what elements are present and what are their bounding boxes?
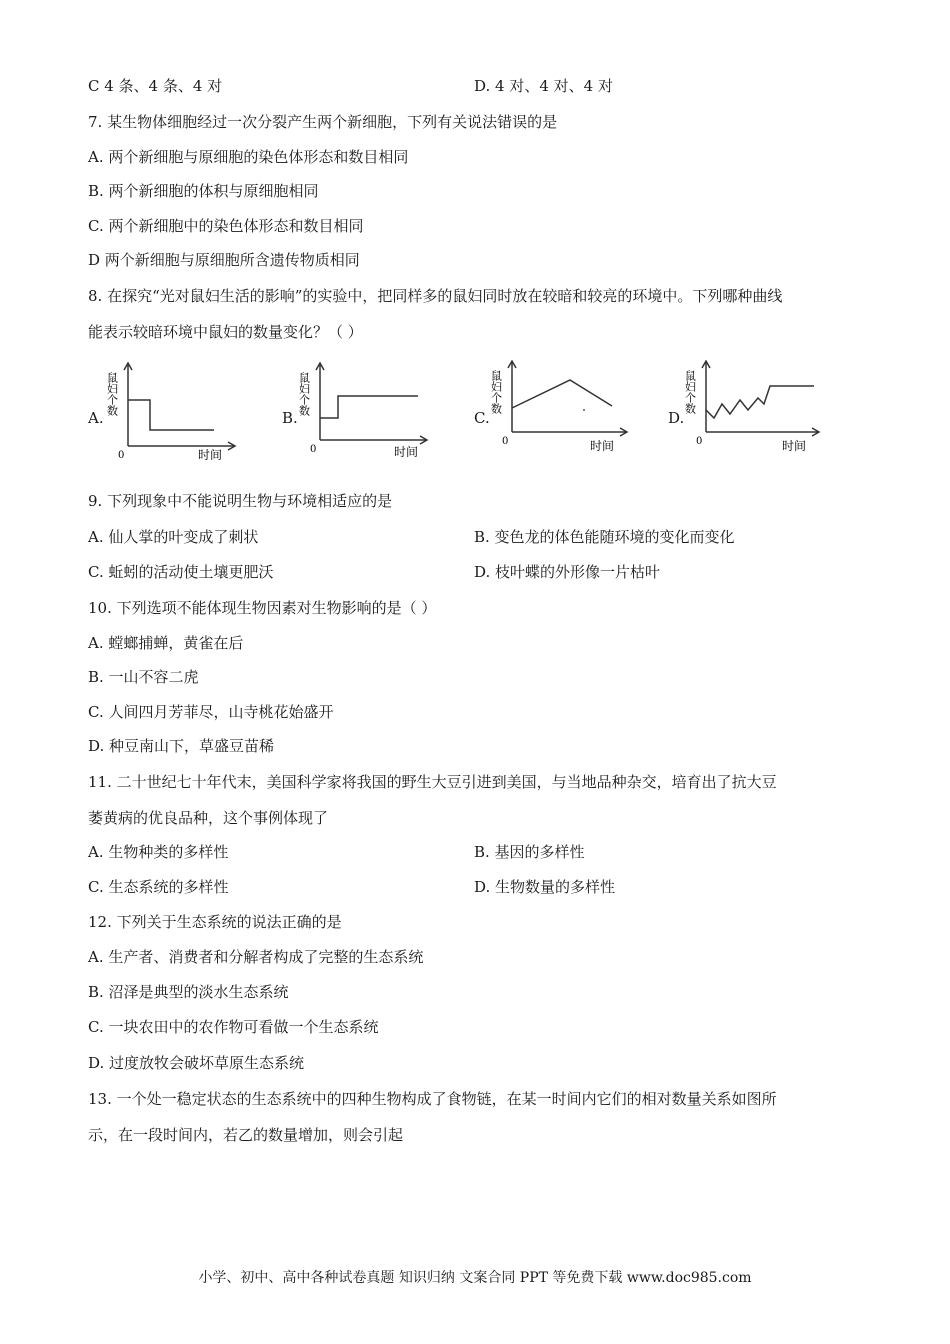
q11-option-c: C. 生态系统的多样性 [88, 878, 229, 896]
q8-graph-c-origin: 0 [502, 436, 509, 447]
q8-graph-a-ylabel: 鼠妇个数 [106, 372, 119, 416]
q10-stem: 10. 下列选项不能体现生物因素对生物影响的是（ ） [88, 599, 437, 617]
q9-stem: 9. 下列现象中不能说明生物与环境相适应的是 [88, 492, 393, 510]
q11-option-a: A. 生物种类的多样性 [88, 843, 229, 861]
q12-option-c: C. 一块农田中的农作物可看做一个生态系统 [88, 1018, 379, 1036]
q12-option-d: D. 过度放牧会破坏草原生态系统 [88, 1054, 305, 1072]
q8-graph-a-xlabel: 时间 [198, 448, 223, 460]
q8-graph-d-label: D. [668, 409, 685, 427]
q8-graph-c [490, 360, 660, 460]
q9-option-d: D. 枝叶蝶的外形像一片枯叶 [474, 563, 661, 581]
q7-stem: 7. 某生物体细胞经过一次分裂产生两个新细胞，下列有关说法错误的是 [88, 113, 558, 131]
q6-option-c: C 4 条、4 条、4 对 [88, 77, 223, 95]
q11-stem-line2: 萎黄病的优良品种，这个事例体现了 [88, 809, 329, 827]
q8-graph-c-ylabel: 鼠妇个数 [490, 370, 503, 414]
q7-option-b: B. 两个新细胞的体积与原细胞相同 [88, 182, 319, 200]
q8-graph-b-label: B. [282, 409, 298, 427]
q9-option-a: A. 仙人掌的叶变成了刺状 [88, 528, 259, 546]
q10-option-d: D. 种豆南山下，草盛豆苗稀 [88, 737, 275, 755]
q11-stem-line1: 11. 二十世纪七十年代末，美国科学家将我国的野生大豆引进到美国，与当地品种杂交，培育出了抗大豆 [88, 773, 777, 791]
q8-graph-a-origin: 0 [118, 450, 125, 460]
q8-graph-d-ylabel: 鼠妇个数 [684, 370, 697, 414]
q8-graph-d-xlabel: 时间 [782, 439, 807, 453]
q8-graph-d-origin: 0 [696, 436, 703, 447]
q8-graph-c-xlabel: 时间 [590, 439, 615, 453]
q7-option-c: C. 两个新细胞中的染色体形态和数目相同 [88, 217, 364, 235]
q8-stem-line1: 8. 在探究“光对鼠妇生活的影响”的实验中，把同样多的鼠妇同时放在较暗和较亮的环境中。下列哪种曲线 [88, 287, 783, 305]
q7-option-d: D 两个新细胞与原细胞所含遗传物质相同 [88, 251, 360, 269]
q13-stem-line2: 示，在一段时间内，若乙的数量增加，则会引起 [88, 1126, 404, 1144]
q8-graph-b-origin: 0 [310, 444, 317, 455]
q7-option-a: A. 两个新细胞与原细胞的染色体形态和数目相同 [88, 148, 409, 166]
q9-option-b: B. 变色龙的体色能随环境的变化而变化 [474, 528, 735, 546]
q12-option-a: A. 生产者、消费者和分解者构成了完整的生态系统 [88, 948, 424, 966]
q8-graph-b-xlabel: 时间 [394, 445, 419, 459]
q8-graph-b [298, 360, 468, 460]
q12-option-b: B. 沼泽是典型的淡水生态系统 [88, 983, 289, 1001]
q8-graph-a-label: A. [88, 409, 104, 427]
q8-graph-b-ylabel: 鼠妇个数 [298, 372, 311, 416]
q6-option-d: D. 4 对、4 对、4 对 [474, 77, 613, 95]
q8-stem-line2: 能表示较暗环境中鼠妇的数量变化？（ ） [88, 323, 363, 341]
q8-graph-a [106, 360, 276, 460]
q11-option-d: D. 生物数量的多样性 [474, 878, 616, 896]
q13-stem-line1: 13. 一个处一稳定状态的生态系统中的四种生物构成了食物链，在某一时间内它们的相对数量关系如图所 [88, 1090, 777, 1108]
q10-option-b: B. 一山不容二虎 [88, 668, 199, 686]
q8-graph-c-label: C. [474, 409, 490, 427]
q10-option-c: C. 人间四月芳菲尽，山寺桃花始盛开 [88, 703, 334, 721]
page-footer[interactable]: 小学、初中、高中各种试卷真题 知识归纳 文案合同 PPT 等免费下载 www.doc985.com [198, 1270, 752, 1286]
q12-stem: 12. 下列关于生态系统的说法正确的是 [88, 913, 342, 931]
q8-graph-d [684, 360, 854, 460]
q11-option-b: B. 基因的多样性 [474, 843, 585, 861]
q9-option-c: C. 蚯蚓的活动使土壤更肥沃 [88, 563, 274, 581]
q10-option-a: A. 螳螂捕蝉，黄雀在后 [88, 634, 244, 652]
